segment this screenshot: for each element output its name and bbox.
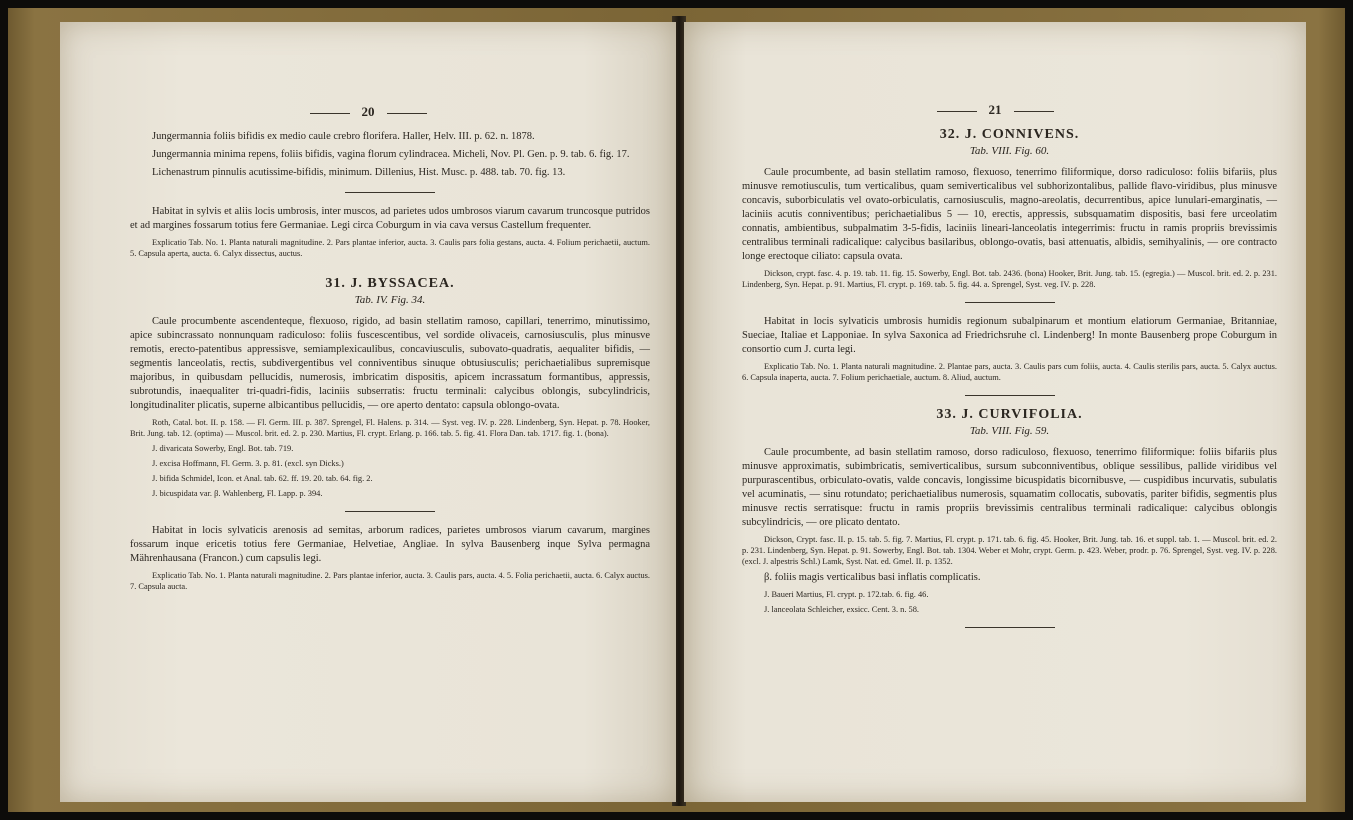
ref-line: Lichenastrum pinnulis acutissime-bifidis, minimum. Dillenius, Hist. Musc. p. 488. tab. 70. fig. 13. <box>152 167 566 178</box>
synonym: J. lanceolata Schleicher, exsicc. Cent. 3. n. 58. <box>764 605 920 614</box>
divider <box>345 511 435 512</box>
synonym: J. divaricata Sowerby, Engl. Bot. tab. 719. <box>152 444 294 453</box>
synonym: J. bifida Schmidel, Icon. et Anal. tab. 62. ff. 19. 20. tab. 64. fig. 2. <box>152 474 373 483</box>
species-title: 33. J. CURVIFOLIA. <box>936 407 1083 422</box>
synonym: J. excisa Hoffmann, Fl. Germ. 3. p. 81. (excl. syn Dicks.) <box>152 459 344 468</box>
species-tab: Tab. VIII. Fig. 59. <box>969 425 1050 437</box>
ref-line: Jungermannia minima repens, foliis bifidis, vagina florum cylindracea. Micheli, Nov. Pl. Gen. p. 9. tab. 6. fig. 17. <box>152 149 630 160</box>
habitat-paragraph: Habitat in locis sylvaticis umbrosis humidis regionum subalpinarum et montium elatiorum Germaniae, Britanniae, Sueciae, Italiae et Lapponiae. In sylva Saxonica ad Friedrichsruhe cl. Lindenberg! In monte Bausenberg prope Coburgum in consortio cum J. curta legi. <box>742 316 1277 355</box>
synonym: J. Baueri Martius, Fl. crypt. p. 172.tab. 6. fig. 46. <box>764 590 929 599</box>
page-number: 21 <box>684 102 1306 118</box>
divider <box>965 302 1055 303</box>
explicatio: Explicatio Tab. No. 1. Planta naturali magnitudine. 2. Pars plantae inferior, aucta. 3. Caulis pars, aucta. 4. 5. Folia perichaetii, aucta. 6. Calyx auctus. 7. Capsula aucta. <box>130 571 650 591</box>
habitat-paragraph: Habitat in locis sylvaticis arenosis ad semitas, arborum radices, parietes umbrosos viarum cavarum, margines fossarum inque ericetis totius fere Germaniae, Helvetiae, Angliae. In sylva Bausenberg inque Sylva permagna Mährenhausana (Francon.) cum capsulis legi. <box>130 525 650 564</box>
left-page <box>60 22 676 802</box>
divider <box>345 192 435 193</box>
habitat-paragraph: Habitat in sylvis et aliis locis umbrosis, inter muscos, ad parietes udos umbrosos viarum cavarum truncosque putridos et ad margines fossarum totius fere Germaniae. Legi circa Coburgum in via cava versus Castellum frequenter. <box>130 206 650 231</box>
explicatio: Explicatio Tab. No. 1. Planta naturali magnitudine. 2. Plantae pars, aucta. 3. Caulis pars cum foliis, aucta. 4. Caulis sterilis pars, aucta. 5. Calyx auctus. 6. Capsula inaperta, aucta. 7. Folium perichaetiale, auctum. 8. Aliud, auctum. <box>742 362 1277 382</box>
references: Dickson, crypt. fasc. 4. p. 19. tab. 11. fig. 15. Sowerby, Engl. Bot. tab. 2436. (bona) Hooker, Brit. Jung. tab. 15. (egregia.) — Muscol. brit. ed. 2. p. 231. Lindenberg, Syn. Hepat. p. 91. Martius, Fl. crypt. p. 169. tab. 5. fig. 44. a. Sprengel, Syst. veg. IV. p. 228. <box>742 269 1277 289</box>
divider <box>965 627 1055 628</box>
synonym: J. bicuspidata var. β. Wahlenberg, Fl. Lapp. p. 394. <box>152 489 323 498</box>
divider <box>965 395 1055 396</box>
references: Roth, Catal. bot. II. p. 158. — Fl. Germ. III. p. 387. Sprengel, Fl. Halens. p. 314. — Syst. veg. IV. p. 228. Lindenberg, Syn. Hepat. p. 78. Hooker, Brit. Jung. tab. 12. (optima) — Muscol. brit. ed. 2. p. 230. Martius, Fl. crypt. Erlang. p. 166. tab. 5. fig. 41. Flora Dan. tab. 1717. fig. 1. (bona). <box>130 418 650 438</box>
right-text-block <box>742 128 1277 640</box>
species-title: 31. J. BYSSACEA. <box>325 276 455 291</box>
species-description: Caule procumbente, ad basin stellatim ramoso, dorso radiculoso, flexuoso, tenerrimo filiformique: foliis bifariis plus minusve approximatis, subimbricatis, semiverticalibus, sursum subconniventibus, oblique sessilibus, pallide viridibus vel purpurascentibus, orbiculato-ovatis, valde concavis, longissime bicuspidatis bicornibusve, — cuspidibus incurvatis, subulatis vel acuminatis, — sinu rotundato; perichaetialibus numerosis, squamatim collocatis, subovatis, pariter bifidis, segmentis plus minusve rectis serratisque: fructu in ramis propriis brevissimis centralibus terminali radicalique: calycibus oblongis subcylindricis, — ore plicato dentato. <box>742 447 1277 528</box>
species-title: 32. J. CONNIVENS. <box>939 127 1080 142</box>
page-number: 20 <box>60 104 676 120</box>
species-tab: Tab. VIII. Fig. 60. <box>969 145 1050 157</box>
species-tab: Tab. IV. Fig. 34. <box>354 294 426 306</box>
references: Dickson, Crypt. fasc. II. p. 15. tab. 5. fig. 7. Martius, Fl. crypt. p. 171. tab. 6. fig. 45. Hooker, Brit. Jung. tab. 16. et suppl. tab. 1. — Muscol. brit. ed. 2. p. 231. Lindenberg, Syn. Hepat. p. 91. Sowerby, Engl. Bot. tab. 1304. Weber et Mohr, crypt. Germ. p. 423. Weber, prodr. p. 76. Sprengel, Syst. veg. IV. p. 228. (excl. J. alpestris Schl.) Lamk, Syst. Nat. ed. Gmel. II. p. 1352. <box>742 535 1277 566</box>
explicatio: Explicatio Tab. No. 1. Planta naturali magnitudine. 2. Pars plantae inferior, aucta. 3. Caulis pars folia gestans, aucta. 4. Folium perichaetii, auctum. 5. Capsula aperta, aucta. 6. Calyx dissectus, auctus. <box>130 238 650 258</box>
species-description: Caule procumbente, ad basin stellatim ramoso, flexuoso, tenerrimo filiformique, dorso radiculoso: foliis bifariis, plus minusve remotiusculis, tum verticalibus, quam semiverticalibus vel subhorizontalibus, pallide flavo-viridibus, plus minusve concavis, suborbiculatis vel ovato-orbiculatis, carnosiusculis, magno-areolatis, decurrentibus, apice lunulari-emarginatis, — laciniis acutis conniventibus; perichaetialibus 5 — 10, erectis, appressis, subsquamatim dispositis, basi fere urceolatim connatis, ambientibus, subpalmatim 3-5-fidis, laciniis lineari-lanceolatis integerrimis: fructu in ramis propriis brevissimis centralibus terminali radicalique: calycibus basilaribus, oblongo-ovatis, basi attenuatis, albidis, semihyalinis, — ore contracto longe erectoque ciliato: capsula ovata. <box>742 167 1277 262</box>
ref-line: Jungermannia foliis bifidis ex medio caule crebro florifera. Haller, Helv. III. p. 62. n. 1878. <box>152 131 535 142</box>
left-text-block <box>130 130 650 596</box>
species-description: Caule procumbente ascendenteque, flexuoso, rigido, ad basin stellatim ramoso, capillari, tenerrimo, minutissimo, apice subincrassato nonnunquam radiculoso: foliis fuscescentibus, vel sordide olivaceis, carnosiusculis, plus minusve remotis, erecto-patentibus appressisve, semiamplexicaulibus, concaviusculis, subovato-quadratis, aequaliter bifidis, — segmentis lanceolatis, rectis, subdivergentibus vel conniventibus sinuque obtusiusculis; perichaetialibus supremisque majoribus, in quibusdam pellucidis, numerosis, imbricatim dispositis, apicem incrassatum formantibus, appressis, subrotundis, inaequaliter tri-quadri-fidis, laciniis subserratis: fructu terminali: calycibus oblongis, subcylindricis, longitudinaliter plicatis, superne albicantibus pellucidis, — ore aperto dentato: capsula oblongo-ovata. <box>130 316 650 411</box>
right-page <box>684 22 1306 802</box>
variety-beta: β. foliis magis verticalibus basi inflatis complicatis. <box>764 572 981 583</box>
